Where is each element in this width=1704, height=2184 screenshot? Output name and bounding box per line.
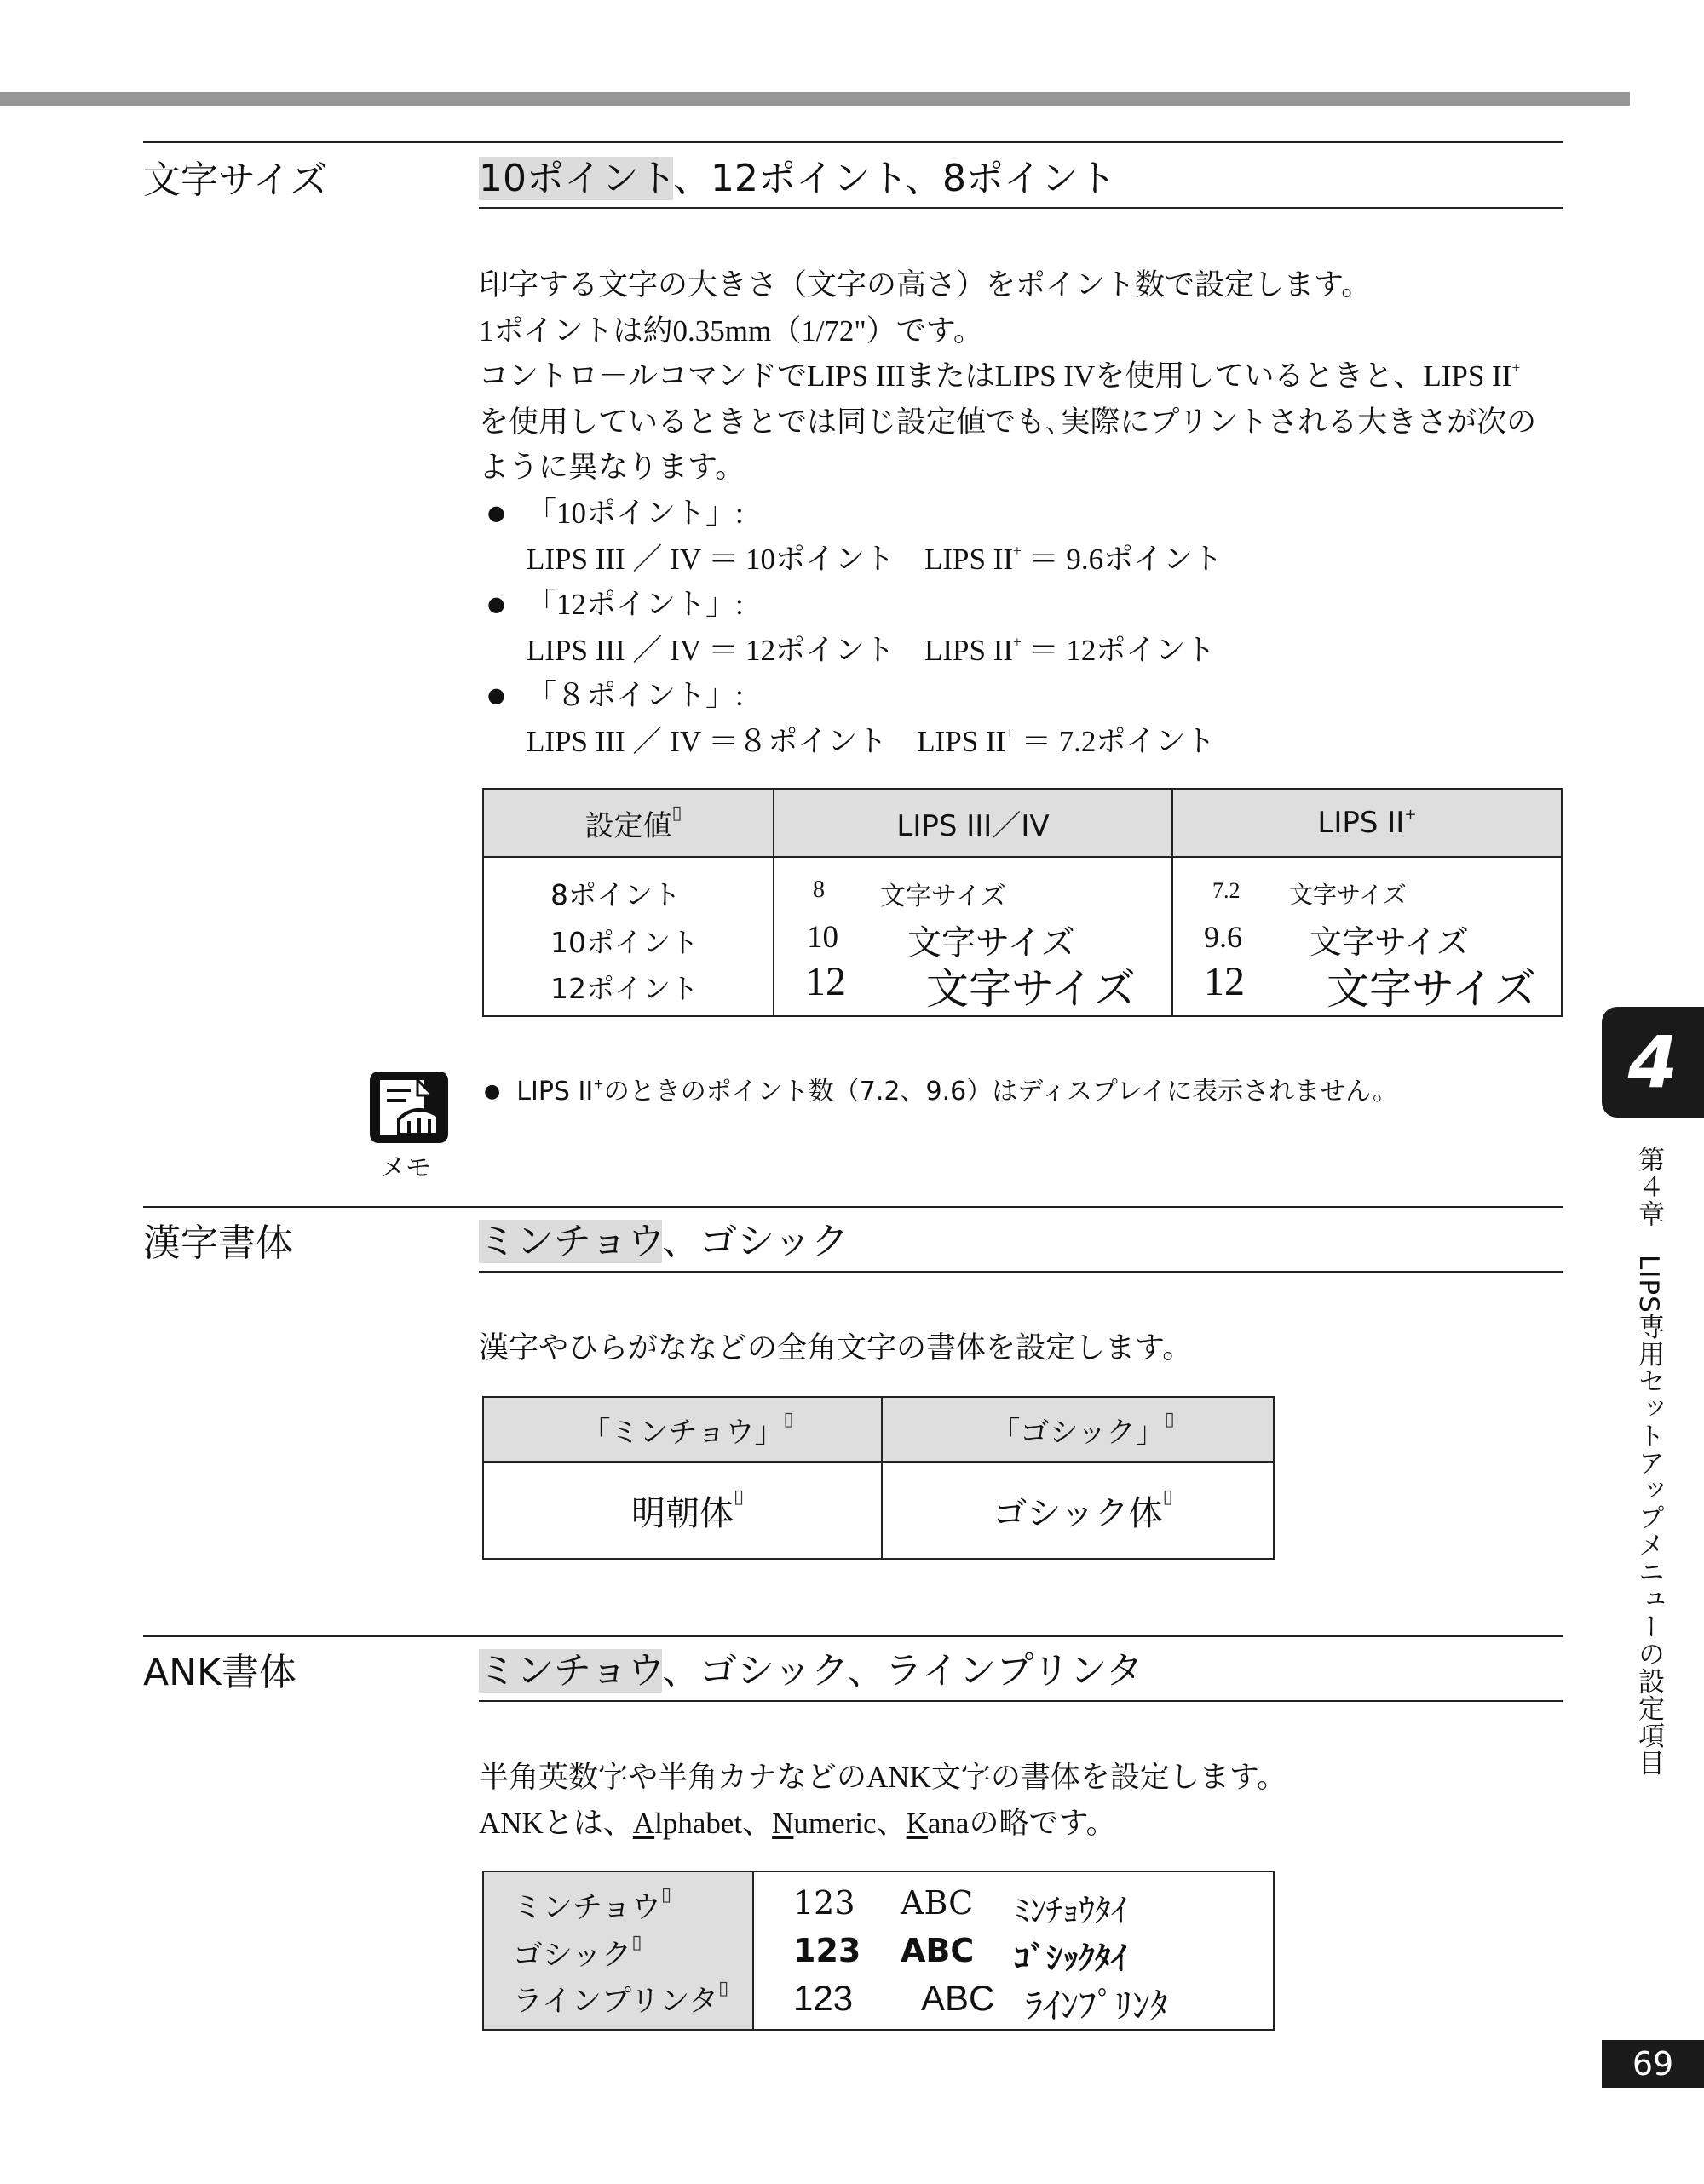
size-sample: 文字サイズ: [907, 923, 1075, 963]
default-option: ミンチョウ: [479, 1220, 663, 1263]
table-header: 「ミンチョウ」 ▯: [483, 1397, 882, 1462]
setting-value: 10ポイント: [550, 926, 699, 959]
desc-line: ANKとは、Alphabet、Numeric、Kanaの略です。: [479, 1806, 1116, 1840]
bullet-item: ● 「10ポイント」:: [479, 491, 1536, 537]
ank-font-options: [479, 1649, 1143, 1693]
bullet-detail: LIPS III ／ IV ＝ 12ポイント LIPS II+ ＝ 12ポイント: [527, 633, 1216, 667]
setting-value: 12ポイント: [550, 972, 699, 1005]
section-label-kanji-font: 漢字書体: [143, 1221, 293, 1265]
chapter-tab: 4: [1602, 1007, 1704, 1118]
memo-icon: [368, 1070, 450, 1145]
kanji-description: [479, 1325, 1192, 1371]
desc-line: ように異なります。: [479, 451, 746, 485]
desc-line: 漢字やひらがななどの全角文字の書体を設定します。: [479, 1331, 1193, 1365]
sample-kana: ｺﾞｼｯｸﾀｲ: [1014, 1940, 1128, 1977]
options-underline: [479, 207, 1563, 209]
point-number: 7.2: [1212, 878, 1241, 903]
other-options: 、ゴシック: [662, 1220, 849, 1263]
bullet-item: ● 「８ポイント」:: [479, 673, 1536, 719]
section-top-rule: [143, 1206, 1563, 1208]
font-size-comparison-table: [482, 788, 1563, 1017]
sample-digits: 123: [793, 1932, 861, 1969]
ank-font-names: [483, 1871, 753, 2030]
point-number: 10: [807, 920, 838, 955]
mincho-sample: 明朝体 ▯: [483, 1462, 882, 1559]
section-label-ank-font: ANK書体: [143, 1651, 296, 1694]
size-sample: 文字サイズ: [1289, 881, 1407, 909]
options-underline: [479, 1271, 1563, 1273]
sample-letters: ABC: [901, 1884, 974, 1922]
bullet-detail: LIPS III ／ IV ＝８ポイント LIPS II+ ＝ 7.2ポイント: [527, 724, 1216, 758]
chapter-title-vertical: 第４章 LIPS専用セットアップメニューの設定項目: [1633, 1146, 1664, 1777]
size-sample: 文字サイズ: [880, 882, 1006, 911]
size-sample: 文字サイズ: [926, 964, 1136, 1014]
setting-value: 8ポイント: [550, 878, 681, 911]
font-size-options: [479, 157, 1117, 200]
point-number: 9.6: [1204, 920, 1242, 954]
default-option: 10ポイント: [479, 157, 674, 200]
lips2-cell: [1172, 857, 1562, 1016]
sample-digits: 123: [793, 1884, 855, 1922]
point-number: 12: [805, 959, 846, 1004]
settings-cell: [483, 857, 774, 1016]
top-rule-bar: [0, 92, 1630, 106]
ank-font-samples: [753, 1871, 1274, 2030]
table-header: 設定値 ▯: [483, 789, 774, 857]
sample-digits: 123: [793, 1978, 854, 2018]
table-header: 「ゴシック」 ▯: [882, 1397, 1274, 1462]
default-option: ミンチョウ: [479, 1649, 663, 1693]
bullet-detail: LIPS III ／ IV ＝ 10ポイント LIPS II+ ＝ 9.6ポイント: [527, 541, 1223, 576]
font-name: ゴシック ▯: [513, 1932, 642, 1973]
font-size-description: [479, 262, 1536, 765]
sample-letters: ABC: [901, 1932, 975, 1969]
sample-kana: ﾐﾝﾁｮｳﾀｲ: [1014, 1892, 1128, 1929]
lips34-cell: [774, 857, 1172, 1016]
point-number: 12: [1204, 959, 1245, 1004]
ank-description: [479, 1755, 1287, 1846]
desc-line: 1ポイントは約0.35mm（1/72"）です。: [479, 313, 983, 348]
section-top-rule: [143, 1635, 1563, 1637]
font-name: ラインプリンタ ▯: [513, 1978, 729, 2019]
sample-letters: ABC: [921, 1978, 995, 2018]
size-sample: 文字サイズ: [1327, 964, 1536, 1014]
table-header: LIPS II+: [1172, 789, 1562, 857]
desc-line: を使用しているときとでは同じ設定値でも､実際にプリントされる大きさが次の: [479, 405, 1537, 439]
desc-line: 半角英数字や半角カナなどのANK文字の書体を設定します。: [479, 1761, 1287, 1794]
other-options: 、12ポイント、8ポイント: [673, 157, 1117, 200]
kanji-font-table: [482, 1396, 1275, 1560]
desc-line: コントロ－ルコマンドでLIPS IIIまたはLIPS IVを使用しているときと、LIPS II+: [479, 359, 1521, 394]
page-number: 69: [1602, 2040, 1704, 2088]
memo-label: メモ: [380, 1153, 431, 1183]
options-underline: [479, 1700, 1563, 1702]
point-number: 8: [813, 876, 825, 903]
table-header: LIPS III／IV: [774, 789, 1172, 857]
font-name: ミンチョウ ▯: [513, 1884, 672, 1925]
sample-kana: ﾗｲﾝﾌﾟﾘﾝﾀ: [1025, 1986, 1169, 2026]
size-sample: 文字サイズ: [1310, 923, 1469, 961]
kanji-font-options: [479, 1220, 849, 1263]
other-options: 、ゴシック、ラインプリンタ: [662, 1649, 1143, 1693]
bullet-item: ● 「12ポイント」:: [479, 582, 1536, 628]
desc-line: 印字する文字の大きさ（文字の高さ）をポイント数で設定します。: [479, 268, 1372, 302]
ank-font-table: [482, 1871, 1275, 2031]
memo-note: ● LIPS II+のときのポイント数（7.2、9.6）はディスプレイに表示されません。: [484, 1076, 1398, 1106]
section-label-font-size: 文字サイズ: [143, 158, 328, 202]
gothic-sample: ゴシック体 ▯: [882, 1462, 1274, 1559]
section-top-rule: [143, 141, 1563, 143]
